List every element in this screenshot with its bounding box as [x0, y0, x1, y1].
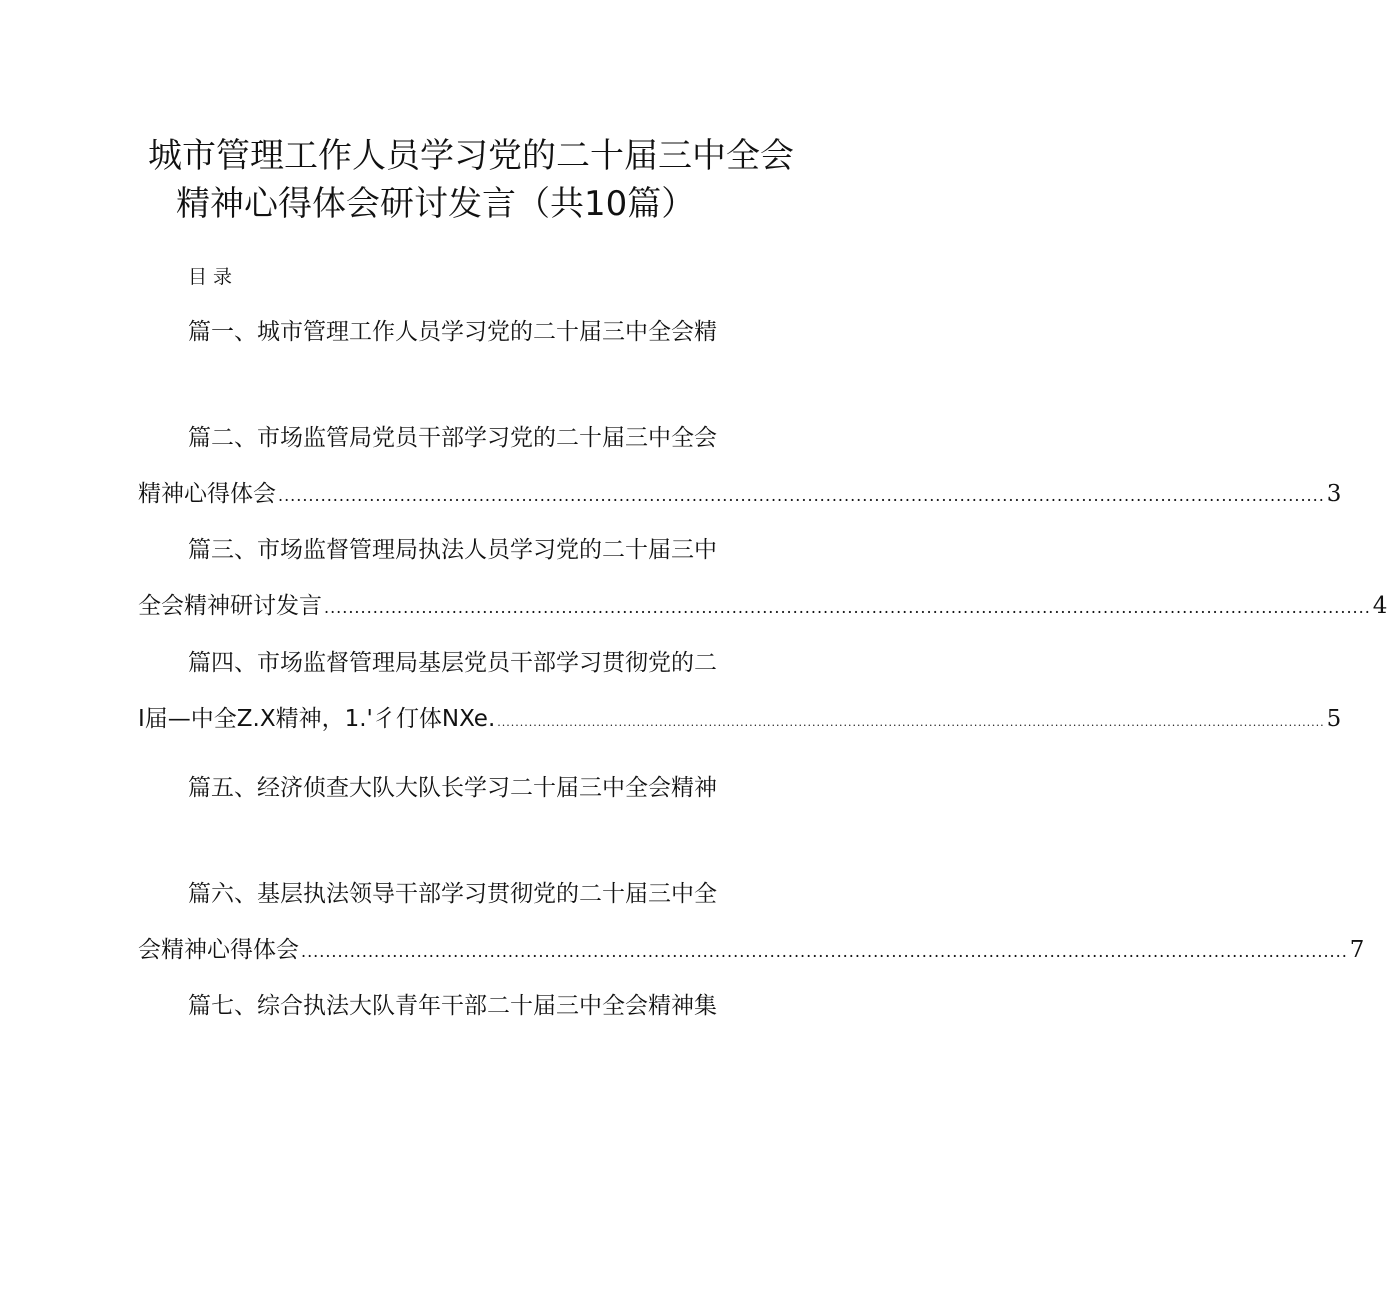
toc-entry-3-text: 全会精神研讨发言	[138, 593, 322, 619]
document-title-line-1: 城市管理工作人员学习党的二十届三中全会	[148, 136, 794, 176]
toc-entry-6-page: 7	[1349, 937, 1365, 963]
dot-leader: ............................................................................................................................................................................	[301, 942, 1348, 961]
toc-entry-4: 篇四、市场监督管理局基层党员干部学习贯彻党的二	[188, 650, 717, 676]
toc-entry-4-text: I届—中全Z.X精神，1.'彳仃体NXe.	[138, 706, 496, 732]
toc-entry-6-continuation	[138, 934, 1365, 968]
toc-entry-6: 篇六、基层执法领导干部学习贯彻党的二十届三中全	[188, 881, 717, 907]
toc-entry-1: 篇一、城市管理工作人员学习党的二十届三中全会精	[188, 319, 717, 345]
toc-entry-3-page: 4	[1372, 593, 1387, 619]
dot-leader: ............................................................................................................................................................................	[278, 486, 1325, 505]
toc-entry-3: 篇三、市场监督管理局执法人员学习党的二十届三中	[188, 537, 717, 563]
dot-leader: ............................................................................................................................................................................	[324, 598, 1371, 617]
toc-entry-4-continuation	[138, 703, 1342, 739]
toc-entry-2-text: 精神心得体会	[138, 481, 276, 507]
toc-entry-2-page: 3	[1326, 481, 1342, 507]
toc-entry-4-page: 5	[1326, 706, 1342, 732]
document-title-line-2: 精神心得体会研讨发言（共10篇）	[176, 184, 696, 224]
toc-entry-5: 篇五、经济侦查大队大队长学习二十届三中全会精神	[188, 775, 717, 801]
toc-entry-3-continuation	[138, 590, 1387, 624]
toc-entry-7: 篇七、综合执法大队青年干部二十届三中全会精神集	[188, 993, 717, 1019]
dot-leader: ........................................................................................................................................................................................	[497, 716, 1325, 729]
toc-entry-6-text: 会精神心得体会	[138, 937, 299, 963]
toc-entry-2: 篇二、市场监管局党员干部学习党的二十届三中全会	[188, 425, 717, 451]
toc-entry-2-continuation	[138, 478, 1342, 512]
toc-heading: 目录	[188, 266, 239, 288]
